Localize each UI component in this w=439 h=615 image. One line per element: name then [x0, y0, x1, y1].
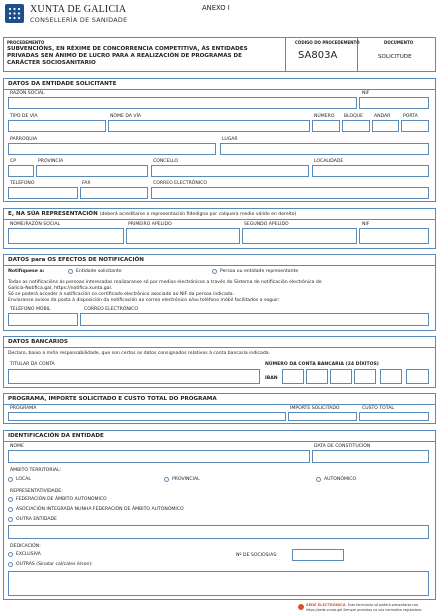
- nif-label: NIF: [362, 91, 370, 96]
- bloque-label: BLOQUE: [344, 114, 364, 119]
- socios-label: Nº DE SOCIOS/AS:: [236, 553, 278, 558]
- radio-outra[interactable]: [8, 517, 13, 522]
- radio-local[interactable]: [8, 477, 13, 482]
- radio-outra-label: OUTRA ENTIDADE: [16, 517, 57, 522]
- importe-label: IMPORTE SOLICITADO: [290, 406, 340, 411]
- notification-text-2: Galicia-Notifica.gal, https://notifica.xunta.gal.: [8, 286, 113, 291]
- razon-social-label: RAZÓN SOCIAL: [10, 91, 45, 96]
- nome-via-field[interactable]: [108, 120, 310, 132]
- notification-text-1: Todas as notificacións ás persoas interesadas realizaranse só por medios electrónicos a través do Sistema de notificación electrónica de: [8, 280, 322, 285]
- procedure-code: SA803A: [298, 50, 338, 61]
- footer-note-1: Este formulario só poderá presentarse nos: [348, 603, 419, 607]
- holder-label: TITULAR DA CONTA: [10, 362, 55, 367]
- representative-note: (deberá acreditarse a representación fidedigna por calquera medio válido en dereito): [99, 212, 297, 217]
- correo-label: CORREO ELECTRÓNICO: [153, 181, 207, 186]
- importe-field[interactable]: [288, 412, 357, 421]
- bank-section-title: DATOS BANCARIOS: [8, 339, 68, 345]
- ambito-label: ÁMBITO TERRITORIAL:: [10, 468, 62, 473]
- procedure-text-2: PRIVADAS SEN ÁNIMO DE LUCRO PARA A REALIZACIÓN DE PROGRAMAS DE: [7, 53, 242, 59]
- radio-autonomico-label: AUTONÓMICO: [324, 477, 357, 482]
- rep-nif-label: NIF: [362, 222, 370, 227]
- bank-declaration: Declaro, baixo a miña responsabilidade, que son certos os datos consignados relativos á conta bancaria indicada.: [8, 351, 271, 356]
- account-box-3[interactable]: [330, 369, 352, 384]
- radio-provincial[interactable]: [164, 477, 169, 482]
- custo-label: CUSTO TOTAL: [362, 406, 394, 411]
- lugar-field[interactable]: [220, 143, 429, 155]
- procedure-text-3: CARÁCTER SOCIOSANITARIO: [7, 60, 96, 66]
- andar-field[interactable]: [372, 120, 399, 132]
- porta-field[interactable]: [401, 120, 429, 132]
- account-box-6[interactable]: [406, 369, 429, 384]
- fax-label: FAX: [82, 181, 91, 186]
- tipo-via-label: TIPO DE VÍA: [10, 114, 38, 119]
- notification-text-4: Enviaranse avisos da posta á disposición da notificación ao correo electrónico e/ou teléfono móbil facilitados a seguir:: [8, 298, 280, 303]
- radio-entity-label: Entidade solicitante: [76, 269, 122, 274]
- radio-exclusiva-label: EXCLUSIVA: [16, 552, 41, 557]
- notif-email-label: CORREO ELECTRÓNICO: [84, 307, 138, 312]
- radio-outras-label: OUTRAS (Sinalar cal/cales é/son):: [16, 562, 93, 567]
- representative-title: E, NA SÚA REPRESENTACIÓN: [8, 211, 98, 217]
- radio-asociacion-label: ASOCIACIÓN INTEGRADA NUNHA FEDERACIÓN DE ÁMBITO AUTONÓMICO: [16, 507, 184, 512]
- dept-name: CONSELLERÍA DE SANIDADE: [30, 16, 128, 24]
- document-col-label: DOCUMENTO: [384, 40, 414, 45]
- annex-label: ANEXO I: [202, 4, 230, 12]
- telefono-field[interactable]: [8, 187, 78, 199]
- account-label: NÚMERO DA CONTA BANCARIA (24 DÍXITOS): [265, 362, 379, 367]
- cp-label: CP: [10, 159, 16, 164]
- sede-electronica-label: SEDE ELECTRÓNICA: [306, 603, 346, 607]
- provincia-field[interactable]: [36, 165, 148, 177]
- rep-nif-field[interactable]: [359, 228, 429, 244]
- parroquia-field[interactable]: [8, 143, 216, 155]
- radio-autonomico[interactable]: [316, 477, 321, 482]
- rep-nome-label: NOME/RAZÓN SOCIAL: [10, 222, 61, 227]
- concello-field[interactable]: [151, 165, 309, 177]
- radio-representative-label: Persoa ou entidade representante: [220, 269, 299, 274]
- radio-representative[interactable]: [212, 269, 217, 274]
- rep-primeiro-field[interactable]: [126, 228, 240, 244]
- rep-nome-field[interactable]: [8, 228, 124, 244]
- notification-text-3: Só se poderá acceder á notificación co certificado electrónico asociado ao NIF da persoa indicada.: [8, 292, 234, 297]
- account-box-1[interactable]: [282, 369, 304, 384]
- cp-field[interactable]: [8, 165, 34, 177]
- numero-field[interactable]: [312, 120, 340, 132]
- mobile-label: TELÉFONO MÓBIL: [10, 307, 51, 312]
- outra-entidade-field[interactable]: [8, 525, 429, 539]
- programa-label: PROGRAMA: [10, 406, 37, 411]
- representatividade-label: REPRESENTATIVIDADE:: [10, 489, 63, 494]
- representative-section-title: [8, 211, 296, 217]
- fax-field[interactable]: [80, 187, 148, 199]
- entity-nome-label: NOME: [10, 444, 24, 449]
- programa-field[interactable]: [8, 412, 286, 421]
- rep-segundo-label: SEGUNDO APELIDO: [244, 222, 289, 227]
- localidade-field[interactable]: [312, 165, 429, 177]
- radio-asociacion[interactable]: [8, 507, 13, 512]
- numero-label: NÚMERO: [314, 114, 335, 119]
- radio-federacion[interactable]: [8, 497, 13, 502]
- razon-social-field[interactable]: [8, 97, 357, 109]
- radio-federacion-label: FEDERACIÓN DE ÁMBITO AUTONÓMICO: [16, 497, 107, 502]
- procedure-col-label: PROCEDEMENTO: [7, 40, 45, 45]
- notify-label: Notifíquese a:: [8, 269, 45, 274]
- radio-provincial-label: PROVINCIAL: [172, 477, 200, 482]
- localidade-label: LOCALIDADE: [314, 159, 344, 164]
- footer-note-2: https://sede.xunta.gal Sempre previstos na súa normativa reguladora.: [306, 608, 423, 612]
- tipo-via-field[interactable]: [8, 120, 106, 132]
- radio-entity[interactable]: [68, 269, 73, 274]
- document-type: SOLICITUDE: [378, 54, 412, 60]
- nif-field[interactable]: [359, 97, 429, 109]
- custo-field[interactable]: [359, 412, 429, 421]
- telefono-label: TELÉFONO: [10, 181, 35, 186]
- holder-field[interactable]: [8, 369, 260, 384]
- porta-label: PORTA: [403, 114, 418, 119]
- socios-field[interactable]: [292, 549, 344, 561]
- bloque-field[interactable]: [342, 120, 370, 132]
- constitution-date-label: DATA DE CONSTITUCIÓN: [314, 444, 371, 449]
- iban-label: IBAN: [265, 376, 278, 381]
- constitution-date-field[interactable]: [312, 450, 429, 463]
- radio-exclusiva[interactable]: [8, 552, 13, 557]
- outras-field[interactable]: [8, 571, 429, 596]
- entity-id-section-title: IDENTIFICACIÓN DA ENTIDADE: [8, 433, 104, 439]
- rep-segundo-field[interactable]: [242, 228, 357, 244]
- nome-via-label: NOME DA VÍA: [110, 114, 142, 119]
- dedicacion-label: DEDICACIÓN:: [10, 544, 41, 549]
- correo-field[interactable]: [151, 187, 429, 199]
- parroquia-label: PARROQUIA: [10, 137, 38, 142]
- xunta-logo: [5, 4, 24, 23]
- radio-local-label: LOCAL: [16, 477, 31, 482]
- account-box-5[interactable]: [380, 369, 402, 384]
- lugar-label: LUGAR: [222, 137, 238, 142]
- radio-outras[interactable]: [8, 562, 13, 567]
- mobile-field[interactable]: [8, 313, 78, 326]
- notification-section-title: DATOS para OS EFECTOS DE NOTIFICACIÓN: [8, 257, 144, 263]
- procedure-text-1: SUBVENCIÓNS, EN RÉXIME DE CONCORRENCIA COMPETITIVA, ÁS ENTIDADES: [7, 46, 248, 52]
- account-box-4[interactable]: [354, 369, 376, 384]
- entity-nome-field[interactable]: [8, 450, 310, 463]
- andar-label: ANDAR: [374, 114, 391, 119]
- applicant-section-title: DATOS DA ENTIDADE SOLICITANTE: [8, 81, 117, 87]
- rep-primeiro-label: PRIMEIRO APELIDO: [128, 222, 172, 227]
- code-col-label: CÓDIGO DO PROCEDEMENTO: [295, 40, 360, 45]
- org-name: XUNTA DE GALICIA: [30, 4, 127, 15]
- provincia-label: PROVINCIA: [38, 159, 64, 164]
- program-section-title: PROGRAMA, IMPORTE SOLICITADO E CUSTO TOTAL DO PROGRAMA: [8, 396, 217, 402]
- concello-label: CONCELLO: [153, 159, 178, 164]
- account-box-2[interactable]: [306, 369, 328, 384]
- notif-email-field[interactable]: [80, 313, 429, 326]
- sede-electronica-icon: [298, 604, 304, 610]
